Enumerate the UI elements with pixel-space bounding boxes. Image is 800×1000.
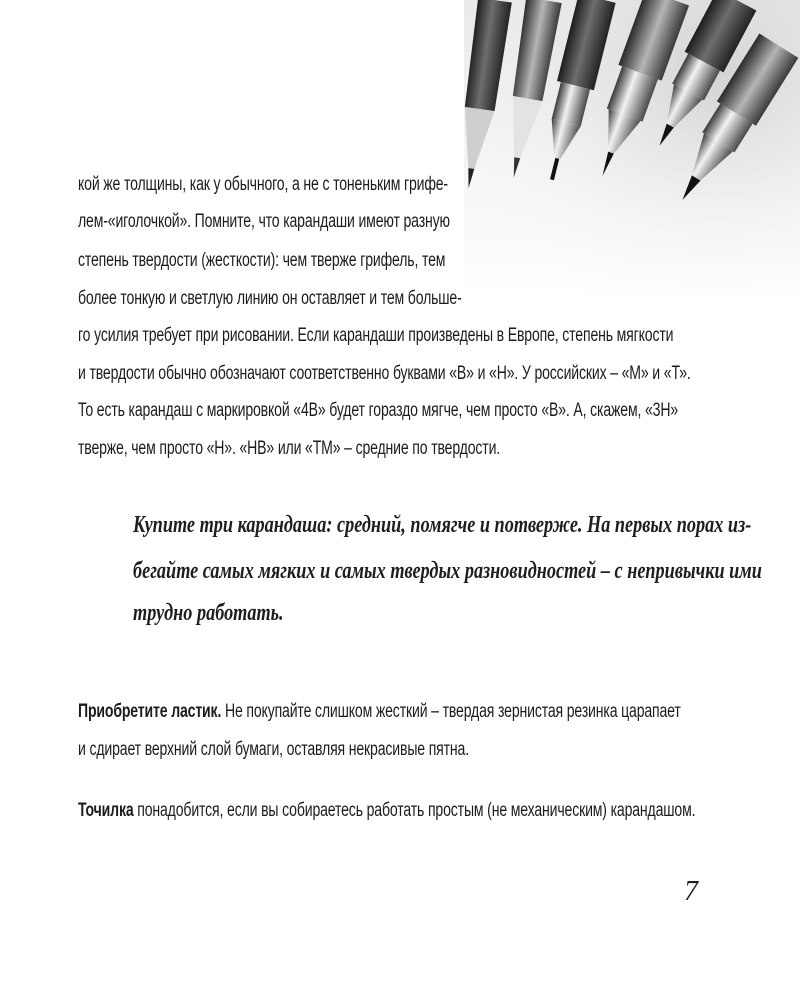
sharpener-text: понадобится, если вы собираетесь работать простым (не механическим) карандашом. [133,800,696,821]
intro-line-4: более тонкую и светлую линию он оставляет и тем больше- [78,288,462,309]
eraser-text-1: Не покупайте слишком жесткий – твердая зернистая резинка царапает [221,701,681,722]
intro-line-2: лем-«иголочкой». Помните, что карандаши имеют разную [78,211,450,232]
sharpener-lead: Точилка [78,800,134,821]
intro-line-3: степень твердости (жесткости): чем тверже грифель, тем [78,250,446,271]
eraser-lead: Приобретите ластик. [78,701,222,722]
tip-line-2: бегайте самых мягких и самых твердых разновидностей – с непривычки ими [133,558,762,584]
tip-line-1: Купите три карандаша: средний, помягче и потверже. На первых порах из- [133,512,752,538]
page-number: 7 [684,876,698,907]
eraser-line-2: и сдирает верхний слой бумаги, оставляя некрасивые пятна. [78,739,469,760]
intro-line-7: То есть карандаш с маркировкой «4В» будет гораздо мягче, чем просто «В». А, скажем, «3Н» [78,400,679,421]
intro-line-6: и твердости обычно обозначают соответственно буквами «В» и «Н». У российских – «М» и «Т». [78,363,691,384]
intro-line-5: го усилия требует при рисовании. Если карандаши произведены в Европе, степень мягкости [78,325,674,346]
tip-line-3: трудно работать. [133,600,284,626]
sharpener-line [78,800,695,822]
eraser-line-1 [78,701,681,723]
intro-line-8: тверже, чем просто «Н». «НВ» или «ТМ» – средние по твердости. [78,438,501,459]
pencils-photo [464,0,800,298]
intro-line-1: кой же толщины, как у обычного, а не с тоненьким грифе- [78,174,448,195]
